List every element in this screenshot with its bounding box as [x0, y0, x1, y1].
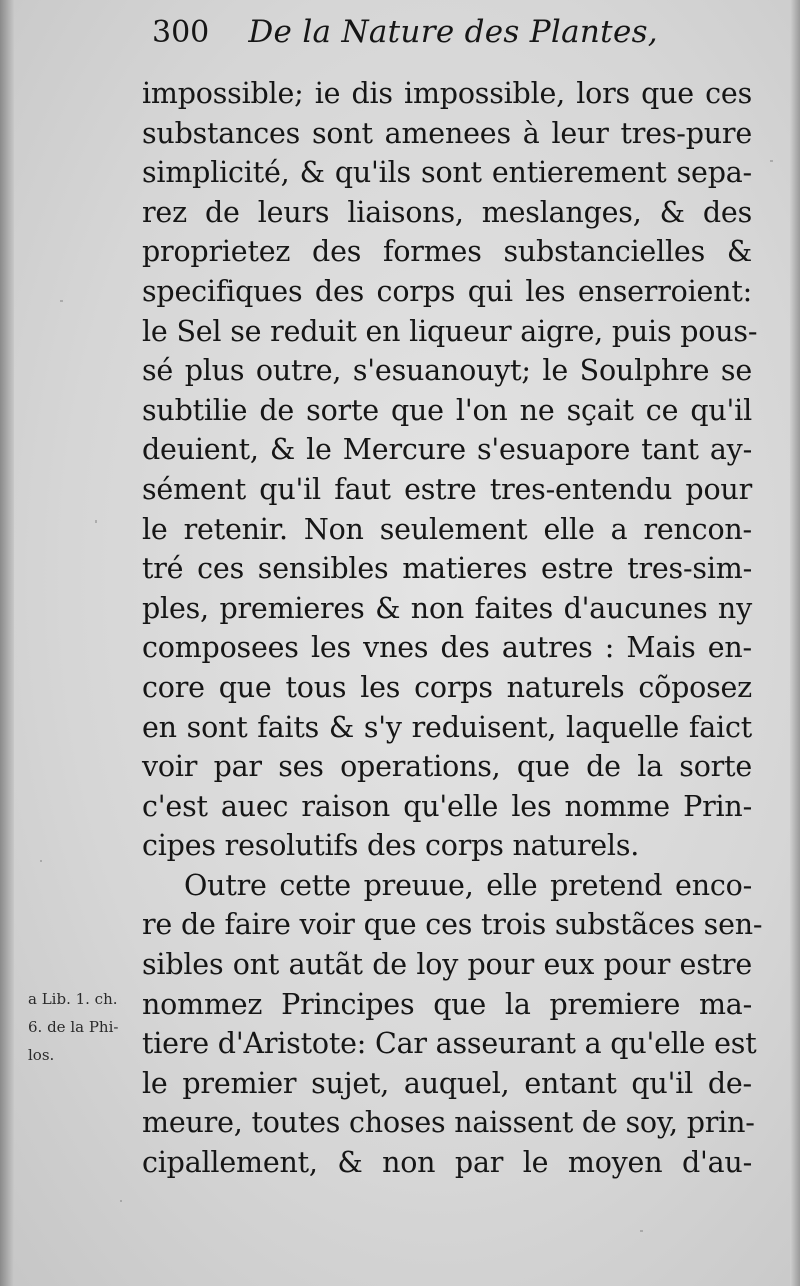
paper-speck [60, 300, 63, 302]
paper-speck [640, 1230, 643, 1232]
page-number: 300 [152, 15, 210, 50]
paper-speck [95, 520, 97, 523]
text-line: tré ces sensibles matieres estre tres-sim- [142, 552, 752, 586]
text-line: rez de leurs liaisons, meslanges, & des [142, 195, 752, 229]
text-line: cipallement, & non par le moyen d'au- [142, 1146, 752, 1180]
marginal-note-line: a Lib. 1. ch. [28, 990, 118, 1008]
text-line: sément qu'il faut estre tres-entendu pour [142, 472, 752, 506]
page-edge-left [0, 0, 14, 1286]
text-line: subtilie de sorte que l'on ne sçait ce qu'il [142, 393, 752, 427]
text-line: Outre cette preuue, elle pretend enco- [184, 868, 752, 902]
text-line: simplicité, & qu'ils sont entierement sepa- [142, 156, 752, 190]
text-line: cipes resolutifs des corps naturels. [142, 829, 640, 863]
text-line: composees les vnes des autres : Mais en- [142, 631, 752, 665]
page-header [152, 14, 658, 74]
marginal-note [28, 985, 148, 1069]
paper-speck [120, 1200, 122, 1202]
text-line: proprietez des formes substancielles & [142, 235, 752, 269]
text-line: tiere d'Aristote: Car asseurant a qu'elle est [142, 1027, 757, 1061]
text-line: substances sont amenees à leur tres-pure [142, 116, 752, 150]
marginal-note-line: 6. de la Phi- [28, 1018, 119, 1036]
text-line: le premier sujet, auquel, entant qu'il de- [142, 1066, 752, 1100]
marginal-note-line: los. [28, 1046, 55, 1064]
text-line: le Sel se reduit en liqueur aigre, puis pous- [142, 314, 758, 348]
text-line: impossible; ie dis impossible, lors que ces [142, 77, 752, 110]
text-line: en sont faits & s'y reduisent, laquelle faict [142, 710, 752, 744]
text-line: deuient, & le Mercure s'esuapore tant ay- [142, 433, 752, 467]
body-text [142, 74, 763, 1183]
text-line: c'est auec raison qu'elle les nomme Prin- [142, 789, 752, 823]
text-line: core que tous les corps naturels cõposez [142, 670, 752, 704]
page-edge-right [790, 0, 800, 1286]
text-line: specifiques des corps qui les enserroient: [142, 274, 752, 308]
text-line: re de faire voir que ces trois substãces sen- [142, 908, 763, 942]
text-line: meure, toutes choses naissent de soy, prin- [142, 1106, 755, 1140]
text-line: voir par ses operations, que de la sorte [142, 750, 752, 784]
text-line: sé plus outre, s'esuanouyt; le Soulphre se [142, 354, 752, 388]
text-line: ples, premieres & non faites d'aucunes ny [142, 591, 752, 625]
text-line: sibles ont autãt de loy pour eux pour estre [142, 948, 752, 982]
running-title: De la Nature des Plantes, [248, 14, 658, 50]
paper-speck [770, 160, 773, 162]
text-line: le retenir. Non seulement elle a rencon- [142, 512, 752, 546]
paper-speck [40, 860, 42, 862]
text-line: nommez Principes que la premiere ma- [142, 987, 752, 1021]
